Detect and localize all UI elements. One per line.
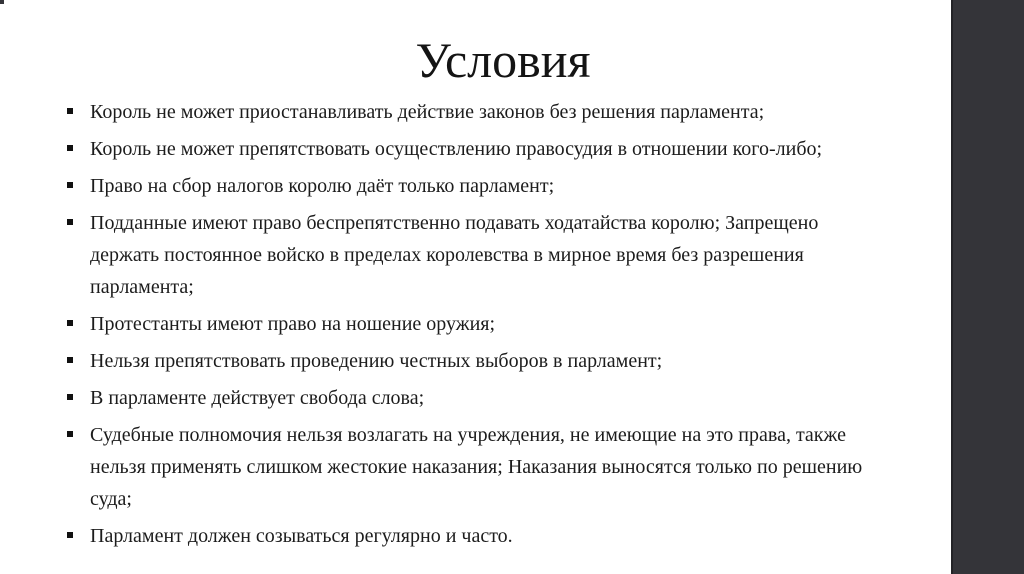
app-background-panel: [951, 0, 1024, 574]
bullet-text: В парламенте действует свобода слова;: [90, 387, 425, 409]
bullet-item: [67, 419, 872, 515]
corner-mark: [0, 0, 4, 4]
bullet-text: Король не может приостанавливать действие законов без решения парламента;: [90, 101, 765, 123]
bullet-square-icon: [67, 532, 73, 538]
bullet-text: Парламент должен созываться регулярно и часто.: [90, 525, 513, 547]
bullet-item: [67, 520, 872, 552]
bullet-item: [67, 96, 872, 128]
bullet-text: Судебные полномочия нельзя возлагать на учреждения, не имеющие на это права, также нельзя применять слишком жестокие наказания; Наказания выносятся только по решению суда;: [90, 424, 863, 510]
bullet-square-icon: [67, 145, 73, 151]
bullet-text: Право на сбор налогов королю даёт только парламент;: [90, 175, 555, 197]
bullet-item: [67, 170, 872, 202]
bullet-item: [67, 382, 872, 414]
bullet-square-icon: [67, 431, 73, 437]
bullet-item: [67, 207, 872, 303]
bullet-text: Подданные имеют право беспрепятственно подавать ходатайства королю; Запрещено держать постоянное войско в пределах королевства в мирное время без разрешения парламента;: [90, 212, 819, 298]
slide-title: Условия: [415, 32, 591, 88]
bullet-text: Король не может препятствовать осуществлению правосудия в отношении кого-либо;: [90, 138, 823, 160]
bullet-square-icon: [67, 219, 73, 225]
bullet-item: [67, 345, 872, 377]
bullet-list: [67, 96, 872, 557]
bullet-text: Нельзя препятствовать проведению честных выборов в парламент;: [90, 350, 663, 372]
bullet-square-icon: [67, 108, 73, 114]
bullet-square-icon: [67, 357, 73, 363]
bullet-item: [67, 133, 872, 165]
bullet-square-icon: [67, 320, 73, 326]
bullet-item: [67, 308, 872, 340]
bullet-square-icon: [67, 394, 73, 400]
bullet-square-icon: [67, 182, 73, 188]
bullet-text: Протестанты имеют право на ношение оружия;: [90, 313, 496, 335]
